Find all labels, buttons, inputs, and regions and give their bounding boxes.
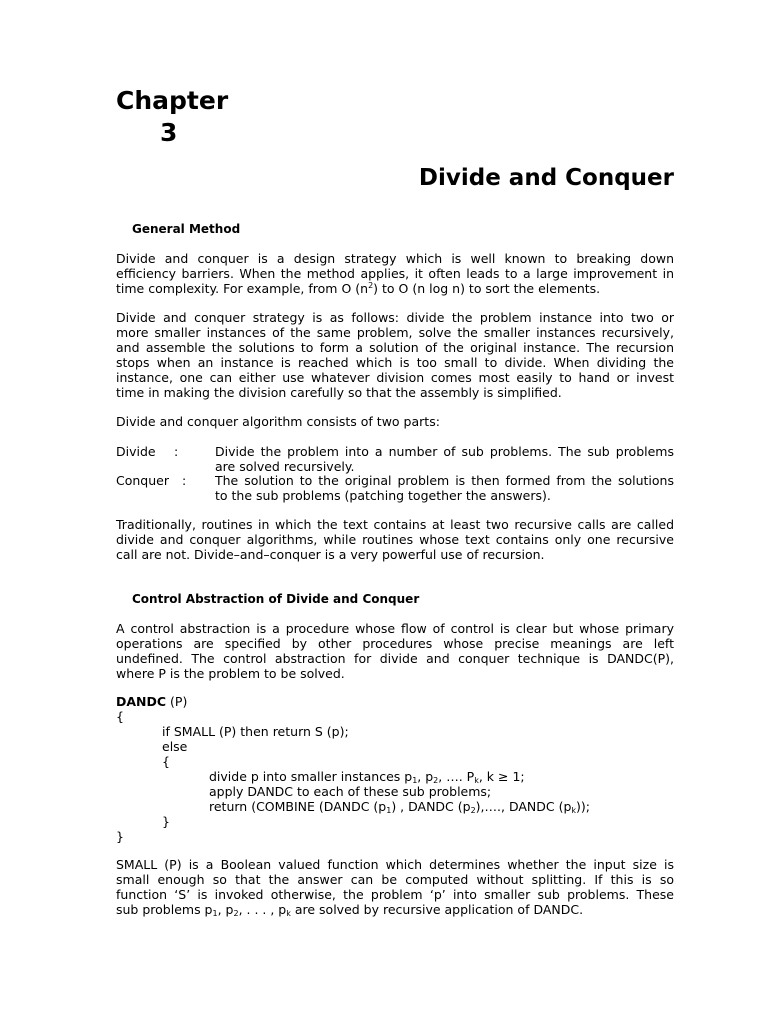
text-line: function ‘S’ is invoked otherwise, the problem ‘p’ into smaller sub problems. These [116,887,674,902]
code-line: divide p into smaller instances $p_1$, $p_2$, …. $P_k$, k ≥ 1; [209,769,525,785]
text-line: divide and conquer algorithms, while routines whose text contains only one recursive [116,532,674,547]
text-line: stops when an instance is reached which is too small to divide. When dividing the [116,355,674,370]
text-line: where P is the problem to be solved. [116,666,345,681]
code-block-dandc [116,694,590,844]
paragraph-intro [116,251,674,296]
text-line: Divide and conquer is a design strategy which is well known to breaking down [116,251,674,266]
code-line: { [162,754,170,769]
text-line: Divide and conquer strategy is as follows: divide the problem instance into two or [116,310,674,325]
text-line: small enough so that the answer can be computed without splitting. If this is so [116,872,674,887]
code-line: if SMALL (P) then return S (p); [162,724,349,739]
text-line: Traditionally, routines in which the text contains at least two recursive calls are called [116,517,674,532]
paragraph-traditionally [116,517,674,562]
chapter-number: 3 [160,118,178,147]
definition-text: The solution to the original problem is then formed from the solutions to the sub problems (patching together the answers). [215,473,674,503]
code-line: DANDC (P) [116,694,188,709]
definition-divide [116,444,674,474]
paragraph-strategy [116,310,674,400]
paragraph-small-p [116,857,674,917]
text-line: undefined. The control abstraction for divide and conquer technique is DANDC(P), [116,651,674,666]
code-line: } [116,829,124,844]
code-line: } [162,814,170,829]
definition-term: Divide [116,444,156,459]
definition-term: Conquer [116,473,169,488]
text-line: call are not. Divide–and–conquer is a very powerful use of recursion. [116,547,545,562]
definition-colon: : [182,473,187,488]
definition-colon: : [174,444,179,459]
definition-text: Divide the problem into a number of sub problems. The sub problems are solved recursively. [215,444,674,474]
text-line: instance, one can either use whatever division comes most easily to hand or invest [116,370,674,385]
text-line: SMALL (P) is a Boolean valued function which determines whether the input size is [116,857,674,872]
text-line: sub problems $p_1$, $p_2$, . . . , $p_k$ are solved by recursive application of DANDC. [116,902,584,918]
text-line: time in making the division carefully so that the assembly is simplified. [116,385,562,400]
definition-conquer [116,473,674,503]
section-heading-control-abstraction: Control Abstraction of Divide and Conquer [132,592,420,606]
text-line: operations are specified by other procedures whose precise meanings are left [116,636,674,651]
code-line: apply DANDC to each of these sub problems; [209,784,492,799]
paragraph-two-parts: Divide and conquer algorithm consists of two parts: [116,414,440,429]
code-line: { [116,709,124,724]
chapter-title: Divide and Conquer [418,165,674,191]
text-line: and assemble the solutions to form a solution of the original instance. The recursion [116,340,674,355]
code-line: return (COMBINE (DANDC $(p_1)$ , DANDC $(p_2),\dots$., DANDC $(p_k)$); [209,799,590,815]
paragraph-control-abstraction [116,621,674,681]
text-line: efficiency barriers. When the method applies, it often leads to a large improvement in [116,266,674,281]
text-line: time complexity. For example, from O $(n^2)$ to O (n log n) to sort the elements. [116,281,601,296]
chapter-label: Chapter [116,86,229,115]
text-line: A control abstraction is a procedure whose flow of control is clear but whose primary [116,621,674,636]
section-heading-general-method: General Method [132,222,241,236]
text-line: more smaller instances of the same problem, solve the smaller instances recursively, [116,325,674,340]
code-line: else [162,739,188,754]
